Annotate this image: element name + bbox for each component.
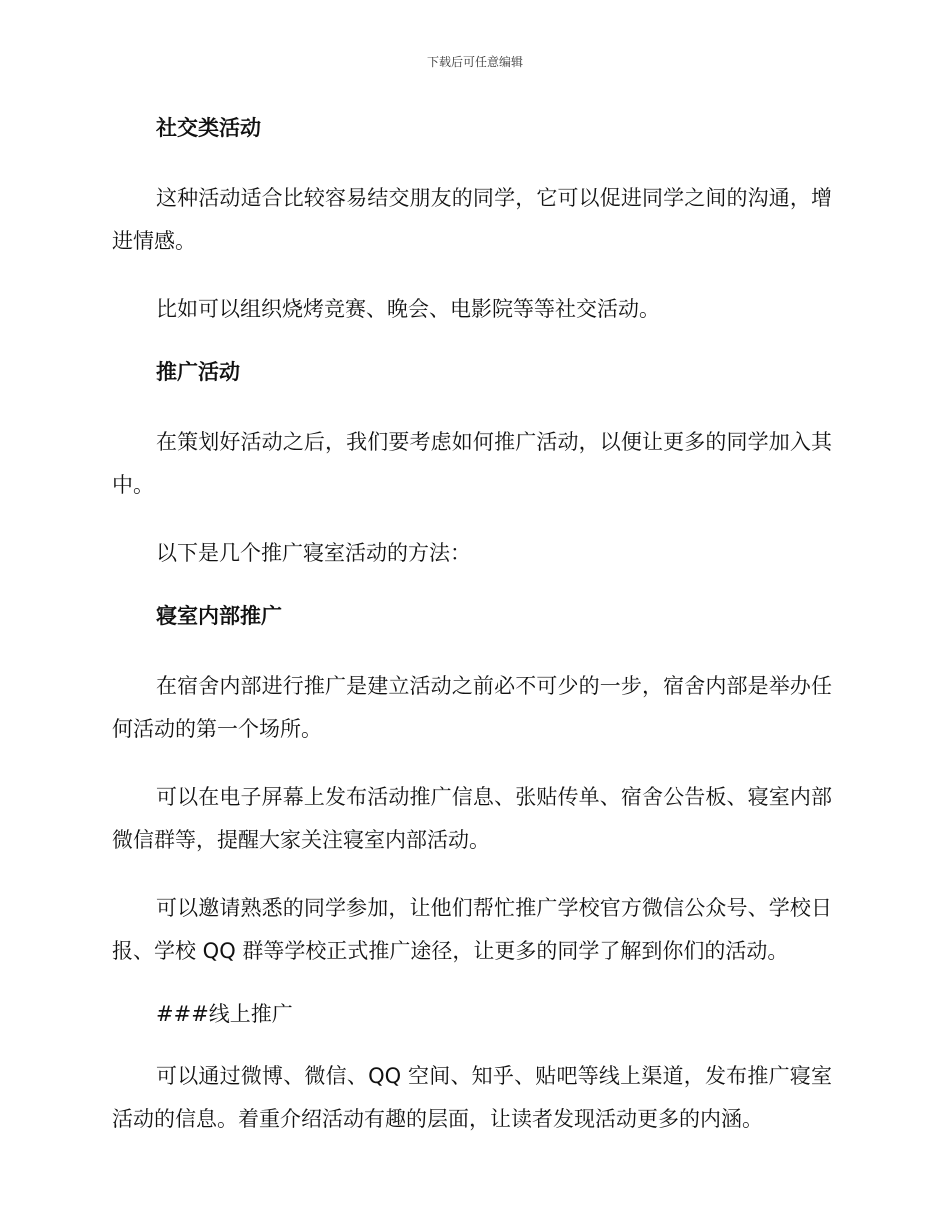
paragraph-promotion-1: 在策划好活动之后，我们要考虑如何推广活动，以便让更多的同学加入其中。 <box>112 430 832 497</box>
paragraph-dorm-2: 可以在电子屏幕上发布活动推广信息、张贴传单、宿舍公告板、寝室内部微信群等，提醒大家关注寝室内部活动。 <box>112 785 832 852</box>
paragraph-online-1: 可以通过微博、微信、QQ 空间、知乎、贴吧等线上渠道，发布推广寝室活动的信息。着重介绍活动有趣的层面，让读者发现活动更多的内涵。 <box>112 1064 832 1131</box>
paragraph-social-2: 比如可以组织烧烤竞赛、晚会、电影院等等社交活动。 <box>156 297 660 321</box>
section-heading-online: ###线上推广 <box>156 1002 293 1026</box>
paragraph-dorm-1: 在宿舍内部进行推广是建立活动之前必不可少的一步，宿舍内部是举办任何活动的第一个场所。 <box>112 674 832 741</box>
section-heading-social: 社交类活动 <box>156 116 261 140</box>
paragraph-social-1: 这种活动适合比较容易结交朋友的同学，它可以促进同学之间的沟通，增进情感。 <box>112 186 832 253</box>
page-header: 下载后可任意编辑 <box>426 55 523 69</box>
section-heading-promotion: 推广活动 <box>156 360 240 384</box>
paragraph-dorm-3: 可以邀请熟悉的同学参加，让他们帮忙推广学校官方微信公众号、学校日报、学校 QQ 群等学校正式推广途径，让更多的同学了解到你们的活动。 <box>112 896 832 963</box>
section-heading-dorm: 寝室内部推广 <box>156 604 282 628</box>
paragraph-promotion-2: 以下是几个推广寝室活动的方法： <box>156 541 471 565</box>
document-body <box>112 112 832 1166</box>
